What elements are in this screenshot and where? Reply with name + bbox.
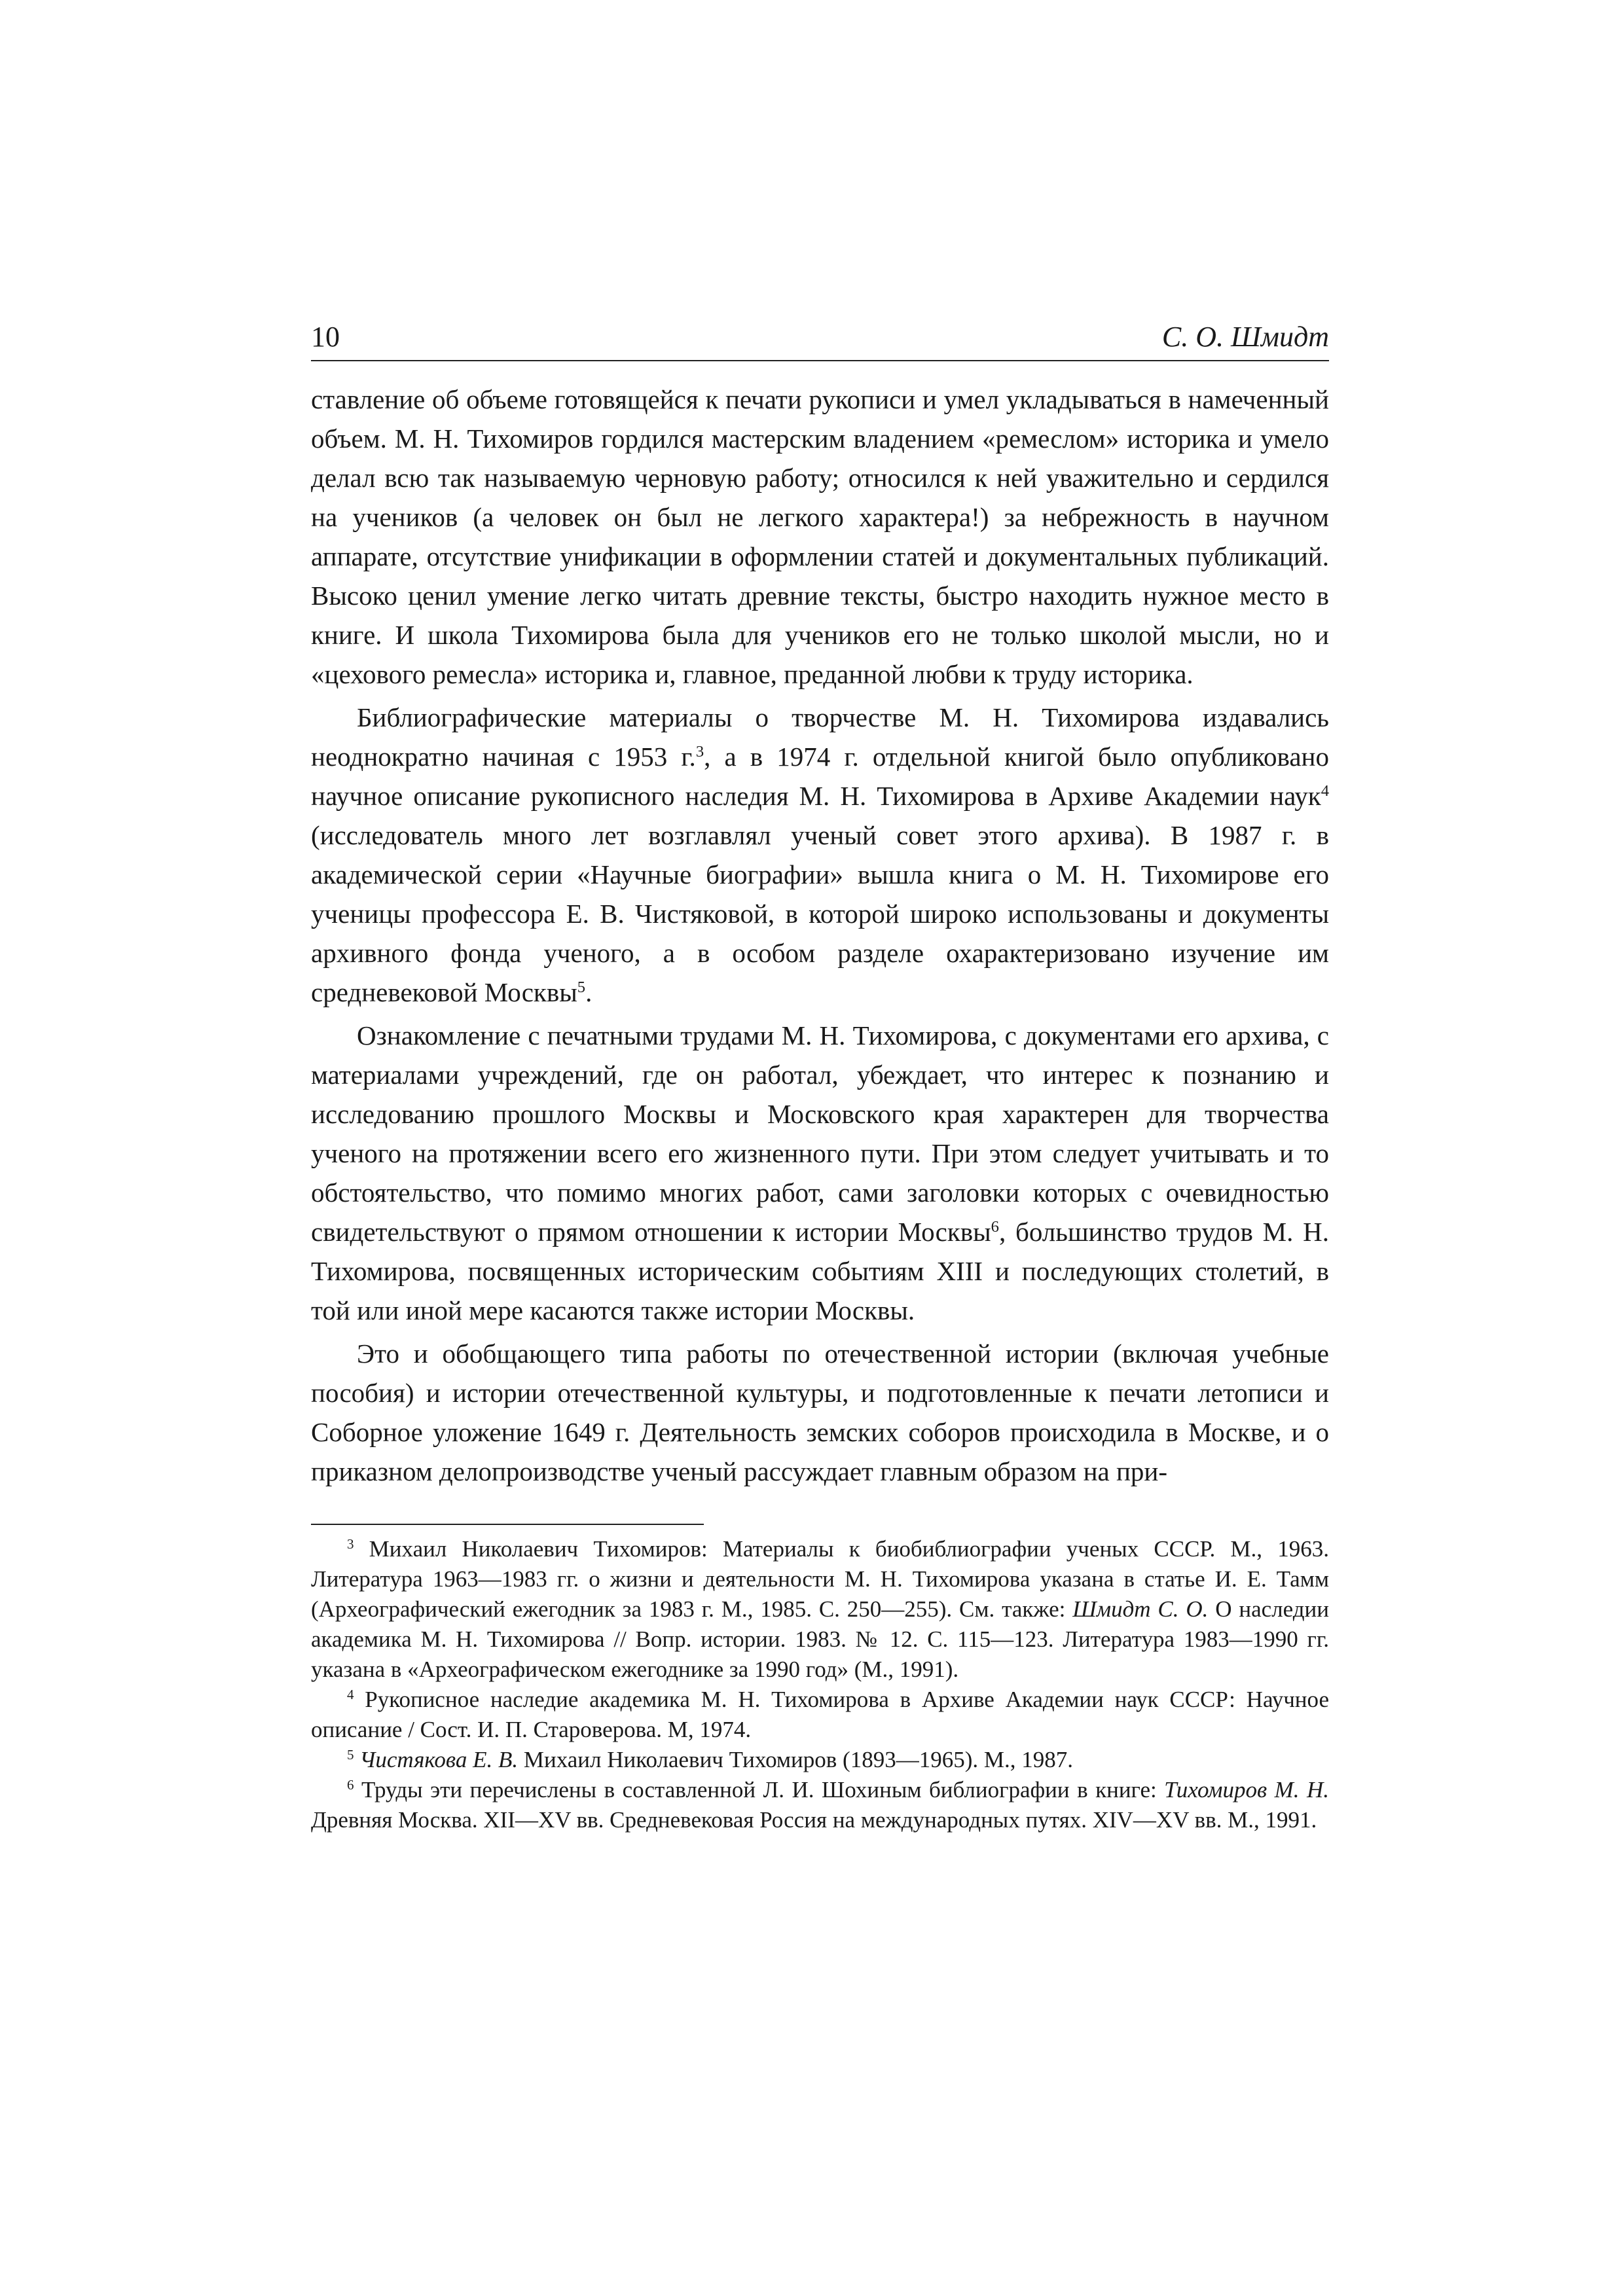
footnotes	[311, 1534, 1329, 1835]
footnote: $^6$ Труды эти перечислены в составленной Л. И. Шохиным библиографии в книге: Тихомиров М. Н. Древняя Москва. XII—XV вв. Средневековая Россия на международных путях. XIV—XV вв. М., 1991.	[311, 1777, 1330, 1833]
footnote: $^5$ Чистякова Е. В. Михаил Николаевич Тихомиров (1893—1965). М., 1987.	[347, 1747, 1073, 1772]
page-number: 10	[311, 321, 340, 353]
body-text	[311, 380, 1329, 1491]
running-head	[311, 314, 1329, 361]
footnote-ref: 3	[695, 743, 704, 761]
footnote-ref: 3	[347, 1536, 354, 1552]
page	[311, 314, 1329, 1835]
footnote-separator	[311, 1524, 704, 1525]
italic-text: Тихомиров М. Н.	[1164, 1777, 1330, 1803]
running-head-author: С. О. Шмидт	[1161, 321, 1329, 353]
paragraph: ставление об объеме готовящейся к печати рукописи и умел укладываться в намеченный объем. М. Н. Тихомиров гордился мастерским владением «ремеслом» историка и умело делал всю так называемую черновую работу; относился к ней уважительно и сердился на учеников (а человек он был не легкого характера!) за небрежность в научном аппарате, отсутствие унификации в оформлении статей и документальных публикаций. Высоко ценил умение легко читать древние тексты, быстро находить нужное место в книге. И школа Тихомирова была для учеников его не только школой мысли, но и «цехового ремесла» историка и, главное, преданной любви к труду историка.	[311, 384, 1329, 689]
paragraph: Библиографические материалы о творчестве М. Н. Тихомирова издавались неоднократно начиная с 1953 г.$^3$, а в 1974 г. отдельной книгой было опубликовано научное описание рукописного наследия М. Н. Тихомирова в Архиве Академии наук$^4$ (исследователь много лет возглавлял ученый совет этого архива). В 1987 г. в академической серии «Научные биографии» вышла книга о М. Н. Тихомирове его ученицы профессора Е. В. Чистяковой, в которой широко использованы и документы архивного фонда ученого, а в особом разделе охарактеризовано изучение им средневековой Москвы$^5$.	[311, 702, 1330, 1007]
paragraph: Это и обобщающего типа работы по отечественной истории (включая учебные пособия) и истории отечественной культуры, и подготовленные к печати летописи и Соборное уложение 1649 г. Деятельность земских соборов происходила в Москве, и о приказном делопроизводстве ученый рассуждает главным образом на при-	[311, 1338, 1329, 1486]
footnote-ref: 6	[991, 1218, 999, 1236]
footnote-ref: 4	[1321, 782, 1329, 800]
footnote-ref: 5	[347, 1747, 354, 1763]
footnote: $^4$ Рукописное наследие академика М. Н. Тихомирова в Архиве Академии наук СССР: Научное описание / Сост. И. П. Староверова. М, 1974.	[311, 1687, 1329, 1742]
footnote-ref: 4	[347, 1687, 354, 1703]
footnote-ref: 6	[347, 1777, 354, 1793]
italic-text: Шмидт С. О.	[1072, 1596, 1209, 1622]
footnote: $^3$ Михаил Николаевич Тихомиров: Материалы к биобиблиографии ученых СССР. М., 1963. Литература 1963—1983 гг. о жизни и деятельности М. Н. Тихомирова указана в статье И. Е. Тамм (Археографический ежегодник за 1983 г. М., 1985. С. 250—255). См. также: Шмидт С. О. О наследии академика М. Н. Тихомирова // Вопр. истории. 1983. № 12. С. 115—123. Литература 1983—1990 гг. указана в «Археографическом ежегоднике за 1990 год» (М., 1991).	[311, 1536, 1329, 1682]
italic-text: Чистякова Е. В.	[359, 1747, 519, 1772]
paragraph: Ознакомление с печатными трудами М. Н. Тихомирова, с документами его архива, с материалами учреждений, где он работал, убеждает, что интерес к познанию и исследованию прошлого Москвы и Московского края характерен для творчества ученого на протяжении всего его жизненного пути. При этом следует учитывать и то обстоятельство, что помимо многих работ, сами заголовки которых с очевидностью свидетельствуют о прямом отношении к истории Москвы$^6$, большинство трудов М. Н. Тихомирова, посвященных историческим событиям XIII и последующих столетий, в той или иной мере касаются также истории Москвы.	[311, 1020, 1329, 1325]
footnote-ref: 5	[577, 978, 586, 997]
